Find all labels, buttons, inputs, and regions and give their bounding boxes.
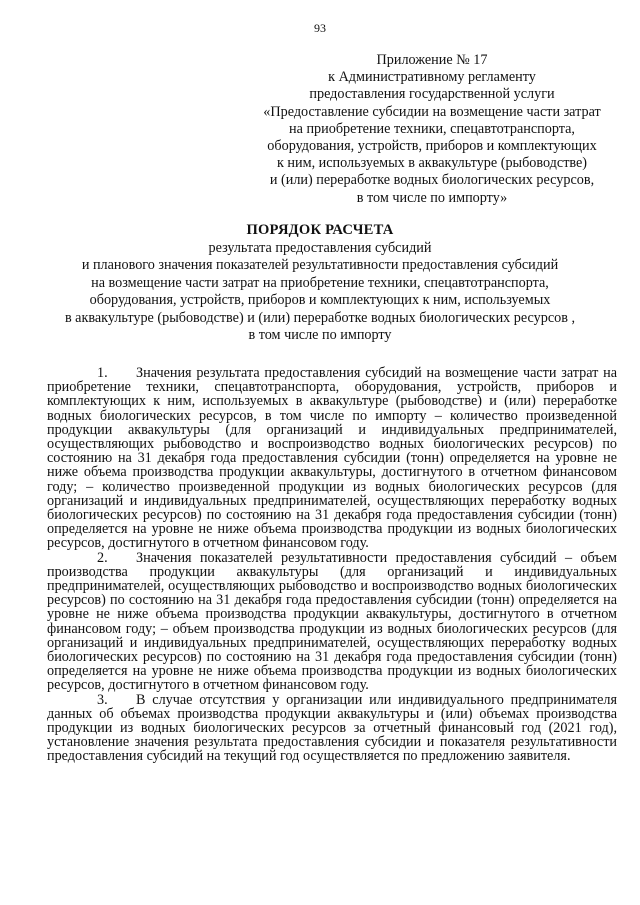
paragraph-1: 1. Значения результата предоставления субсидий на возмещение части затрат на приобретение техники, спецавтотранспорта, оборудования, устройств, приборов и комплектующих к ним, используемых в аквакультуре (рыбоводстве) и (или) переработке водных биологических ресурсов, в том числе по импорту – количество произведенной продукции аквакультуры (для организаций и индивидуальных предпринимателей, осуществляющих рыбоводство и воспроизводство водных биологических ресурсов) по состоянию на 31 декабря года предоставления субсидии (тонн) определяется на уровне не ниже объема производства продукции аквакультуры, достигнутого в отчетном финансовом году; – количество произведенной продукции из водных биологических ресурсов (для организаций и индивидуальных предпринимателей, осуществляющих переработку водных биологических ресурсов) по состоянию на 31 декабря года предоставления субсидии (тонн) определяется на уровне не ниже объема производства продукции из водных биологических ресурсов, достигнутого в отчетном финансовом году. (47, 365, 617, 552)
subtitle-line: оборудования, устройств, приборов и комплектующих к ним, используемых (89, 292, 551, 309)
document-subtitle (30, 240, 610, 344)
appendix-header (230, 52, 634, 207)
appendix-line: предоставления государственной услуги (309, 86, 555, 103)
subtitle-line: в том числе по импорту (248, 327, 392, 344)
subtitle-line: и планового значения показателей результативности предоставления субсидий (81, 257, 559, 274)
appendix-line: и (или) переработке водных биологических ресурсов, (269, 172, 595, 189)
document-title: ПОРЯДОК РАСЧЕТА (246, 222, 394, 238)
paragraph-2: 2. Значения показателей результативности предоставления субсидий – объем производства продукции аквакультуры (для организаций и индивидуальных предпринимателей, осуществляющих рыбоводство и воспроизводство водных биологических ресурсов) по состоянию на 31 декабря года предоставления субсидии (тонн) определяется на уровне не ниже объема производства продукции аквакультуры, достигнутого в отчетном финансовом году; – объем производства продукции из водных биологических ресурсов (для организаций и индивидуальных предпринимателей, осуществляющих переработку водных биологических ресурсов) по состоянию на 31 декабря года предоставления субсидии (тонн) определяется на уровне не ниже объема производства продукции из водных биологических ресурсов, достигнутого в отчетном финансовом году. (47, 549, 617, 694)
subtitle-line: в аквакультуре (рыбоводстве) и (или) переработке водных биологических ресурсов , (64, 309, 576, 326)
appendix-line: в том числе по импорту» (356, 189, 508, 206)
appendix-line: оборудования, устройств, приборов и комплектующих (267, 138, 597, 155)
appendix-line: Приложение № 17 (376, 52, 488, 68)
appendix-line: «Предоставление субсидии на возмещение части затрат (263, 103, 601, 120)
appendix-line: к ним, используемых в аквакультуре (рыбоводстве) (276, 155, 588, 172)
subtitle-line: на возмещение части затрат на приобретение техники, спецавтотранспорта, (91, 274, 549, 291)
document-body (47, 366, 617, 764)
appendix-line: к Административному регламенту (328, 69, 536, 86)
subtitle-line: результата предоставления субсидий (208, 240, 432, 256)
page-number: 93 (314, 21, 326, 35)
paragraph-3: 3. В случае отсутствия у организации или индивидуального предпринимателя данных об объемах производства продукции аквакультуры и (или) объемах производства продукции из водных биологических ресурсов за отчетный финансовый год (2021 год), установление значения результата предоставления субсидии и показателя результативности предоставления субсидий на текущий год осуществляется по предложению заявителя. (47, 691, 617, 765)
appendix-line: на приобретение техники, спецавтотранспорта, (289, 120, 575, 137)
